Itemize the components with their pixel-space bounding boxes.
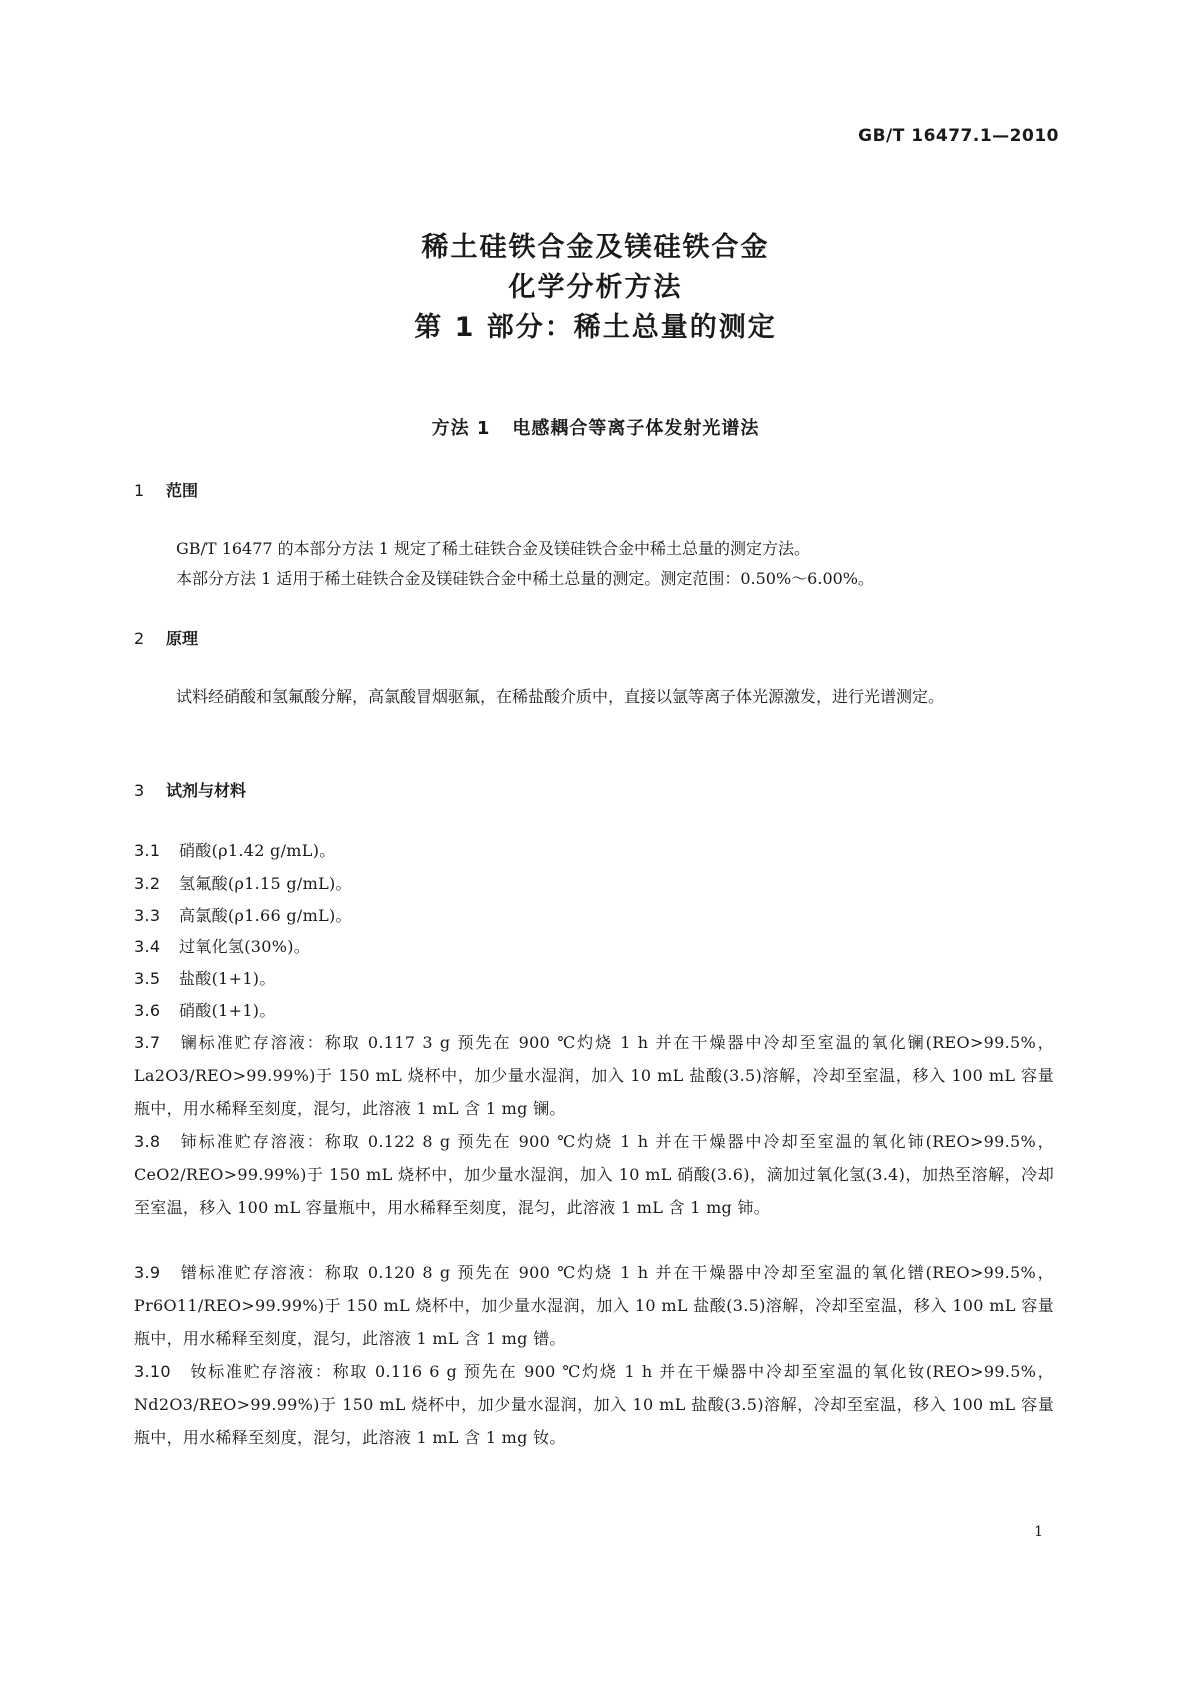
section-number: 2	[134, 629, 145, 648]
item-text: 过氧化氢(30%)。	[179, 937, 311, 956]
item-text: 氢氟酸(ρ1.15 g/mL)。	[179, 874, 352, 893]
section-number: 1	[134, 481, 145, 500]
title-line-2: 化学分析方法	[508, 272, 683, 303]
item-number: 3.8	[134, 1132, 161, 1151]
method-title	[0, 414, 1191, 440]
page-number: 1	[1034, 1524, 1043, 1540]
section-number: 3	[134, 781, 145, 800]
item-text: 铈标准贮存溶液：称取 0.122 8 g 预先在 900 ℃灼烧 1 h 并在干燥器中冷却至室温的氧化铈(REO>99.5%，CeO2/REO>99.99%)于 150 mL 烧杯中，加少量水湿润，加入 10 mL 硝酸(3.6)，滴加过氧化氢(3.4)，加热至溶解，冷却至室温，移入 100 mL 容量瓶中，用水稀释至刻度，混匀，此溶液 1 mL 含 1 mg 铈。	[134, 1132, 1054, 1217]
reagent-item	[134, 834, 1054, 867]
title-line-3: 第 1 部分：稀土总量的测定	[414, 312, 777, 343]
reagent-item	[134, 899, 1054, 932]
section-heading-reagents	[134, 778, 246, 801]
reagent-item	[134, 962, 1054, 995]
document-title	[0, 228, 1191, 348]
item-number: 3.2	[134, 874, 161, 893]
title-line-1: 稀土硅铁合金及镁硅铁合金	[421, 232, 770, 263]
item-number: 3.3	[134, 906, 161, 925]
item-text: 钕标准贮存溶液：称取 0.116 6 g 预先在 900 ℃灼烧 1 h 并在干燥器中冷却至室温的氧化钕(REO>99.5%，Nd2O3/REO>99.99%)于 150 mL 烧杯中，加少量水湿润，加入 10 mL 盐酸(3.5)溶解，冷却至室温，移入 100 mL 容量瓶中，用水稀释至刻度，混匀，此溶液 1 mL 含 1 mg 钕。	[134, 1362, 1054, 1447]
item-text: 硝酸(1+1)。	[179, 1001, 276, 1020]
item-number: 3.9	[134, 1263, 161, 1282]
principle-paragraph: 试料经硝酸和氢氟酸分解，高氯酸冒烟驱氟，在稀盐酸介质中，直接以氩等离子体光源激发，进行光谱测定。	[176, 687, 945, 706]
reagent-item	[134, 930, 1054, 963]
item-number: 3.10	[134, 1362, 171, 1381]
standard-code: GB/T 16477.1—2010	[858, 126, 1059, 146]
item-text: 高氯酸(ρ1.66 g/mL)。	[179, 906, 352, 925]
item-number: 3.1	[134, 841, 161, 860]
method-name: 电感耦合等离子体发射光谱法	[512, 418, 760, 439]
section-title: 范围	[166, 481, 199, 500]
reagent-item-neodymium	[134, 1355, 1054, 1454]
item-text: 镧标准贮存溶液：称取 0.117 3 g 预先在 900 ℃灼烧 1 h 并在干燥器中冷却至室温的氧化镧(REO>99.5%，La2O3/REO>99.99%)于 150 mL 烧杯中，加少量水湿润，加入 10 mL 盐酸(3.5)溶解，冷却至室温，移入 100 mL 容量瓶中，用水稀释至刻度，混匀，此溶液 1 mL 含 1 mg 镧。	[134, 1033, 1054, 1118]
method-label: 方法 1	[431, 418, 491, 439]
item-text: 硝酸(ρ1.42 g/mL)。	[179, 841, 336, 860]
item-number: 3.5	[134, 969, 161, 988]
item-number: 3.6	[134, 1001, 161, 1020]
item-text: 盐酸(1+1)。	[179, 969, 276, 988]
section-title: 原理	[166, 629, 199, 648]
section-title: 试剂与材料	[166, 781, 247, 800]
section-heading-principle	[134, 626, 198, 649]
reagent-item-lanthanum	[134, 1026, 1054, 1125]
reagent-item-cerium	[134, 1125, 1054, 1224]
reagent-item	[134, 994, 1054, 1027]
section-heading-scope	[134, 478, 198, 501]
reagent-item	[134, 867, 1054, 900]
scope-paragraph-1: GB/T 16477 的本部分方法 1 规定了稀土硅铁合金及镁硅铁合金中稀土总量的测定方法。	[176, 539, 811, 558]
item-number: 3.7	[134, 1033, 161, 1052]
item-text: 镨标准贮存溶液：称取 0.120 8 g 预先在 900 ℃灼烧 1 h 并在干燥器中冷却至室温的氧化镨(REO>99.5%，Pr6O11/REO>99.99%)于 150 mL 烧杯中，加少量水湿润，加入 10 mL 盐酸(3.5)溶解，冷却至室温，移入 100 mL 容量瓶中，用水稀释至刻度，混匀，此溶液 1 mL 含 1 mg 镨。	[134, 1263, 1054, 1348]
scope-paragraph-2: 本部分方法 1 适用于稀土硅铁合金及镁硅铁合金中稀土总量的测定。测定范围：0.50%～6.00%。	[176, 569, 875, 588]
item-number: 3.4	[134, 937, 161, 956]
reagent-item-praseodymium	[134, 1256, 1054, 1355]
